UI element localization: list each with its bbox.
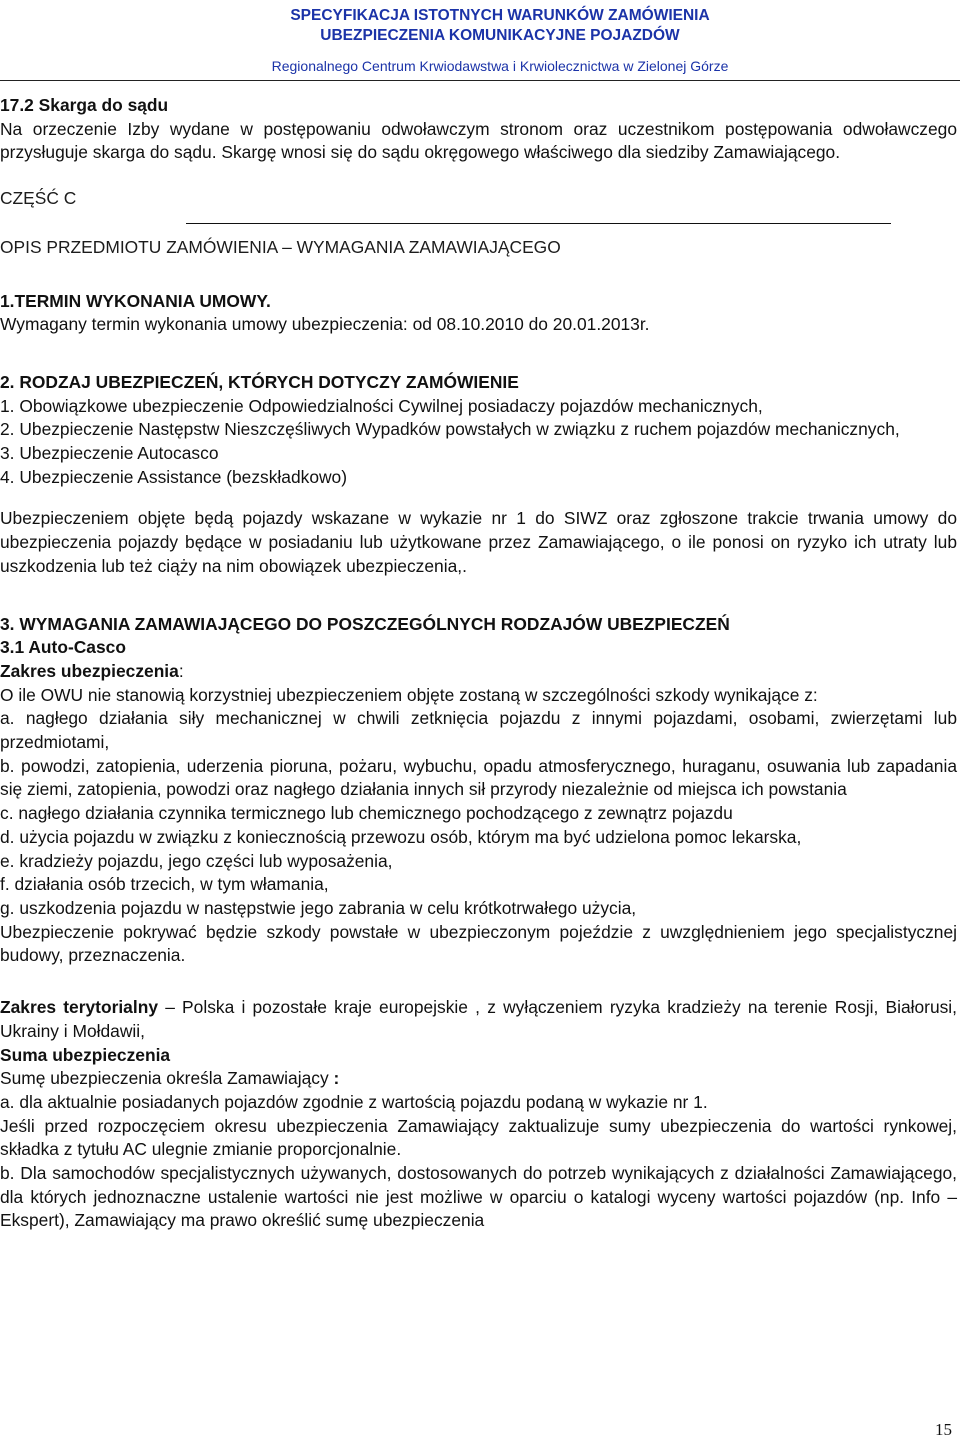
insurance-type-3: 3. Ubezpieczenie Autocasco [0, 443, 219, 464]
header-subtitle: UBEZPIECZENIA KOMUNIKACYJNE POJAZDÓW [320, 27, 680, 44]
territory-label: Zakres terytorialny [0, 997, 158, 1018]
header-rule [0, 80, 960, 81]
section-1-body: Wymagany termin wykonania umowy ubezpieczenia: od 08.10.2010 do 20.01.2013r. [0, 314, 650, 335]
part-c-subtitle: OPIS PRZEDMIOTU ZAMÓWIENIA – WYMAGANIA ZAMAWIAJĄCEGO [0, 236, 561, 257]
section-17-2-title: 17.2 Skarga do sądu [0, 95, 169, 115]
scope-heading [0, 660, 957, 684]
section-3-1-title: 3.1 Auto-Casco [0, 637, 126, 658]
insurance-type-4: 4. Ubezpieczenie Assistance (bezskładkowo) [0, 466, 348, 487]
scope-item-f: f. działania osób trzecich, w tym włamania, [0, 874, 329, 895]
section-3-title: 3. WYMAGANIA ZAMAWIAJĄCEGO DO POSZCZEGÓLNYCH RODZAJÓW UBEZPIECZEŃ [0, 613, 730, 634]
special-vehicle-note: Ubezpieczenie pokrywać będzie szkody powstałe w ubezpieczonym pojeździe z uwzględnieniem jego specjalistycznej budowy, przeznaczenia. [0, 921, 957, 966]
document-body [0, 94, 957, 1233]
header-title: SPECYFIKACJA ISTOTNYCH WARUNKÓW ZAMÓWIENIA [290, 7, 710, 24]
section-1-title: 1.TERMIN WYKONANIA UMOWY. [0, 290, 271, 311]
sum-item-a: a. dla aktualnie posiadanych pojazdów zgodnie z wartością pojazdu podaną w wykazie nr 1. [0, 1091, 708, 1112]
scope-intro: O ile OWU nie stanowią korzystniej ubezpieczeniem objęte zostaną w szczególności szkody wynikające z: [0, 684, 818, 705]
header-institution: Regionalnego Centrum Krwiodawstwa i Krwiolecznictwa w Zielonej Górze [271, 58, 729, 74]
section-2-title: 2. RODZAJ UBEZPIECZEŃ, KTÓRYCH DOTYCZY ZAMÓWIENIE [0, 371, 519, 392]
sum-item-b: b. Dla samochodów specjalistycznych używanych, dostosowanych do potrzeb wynikających z działalności Zamawiającego, dla których jednoznaczne ustalenie wartości nie jest możliwe w oparciu o katalogi wyceny wartości pojazdów (np. Info – Ekspert), Zamawiający ma prawo określić sumę ubezpieczenia [0, 1163, 957, 1231]
section-17-2-body: Na orzeczenie Izby wydane w postępowaniu odwoławczym stronom oraz uczestnikom postępowania odwoławczego przysługuje skarga do sądu. Skargę wnosi się do sądu okręgowego właściwego dla siedziby Zamawiającego. [0, 118, 957, 163]
document-header [180, 6, 820, 76]
scope-item-g: g. uszkodzenia pojazdu w następstwie jego zabrania w celu krótkotrwałego użycia, [0, 897, 637, 918]
scope-item-a: a. nagłego działania siły mechanicznej w chwili zetknięcia pojazdu z innymi pojazdami, osobami, zwierzętami lub przedmiotami, [0, 708, 957, 753]
sum-intro: Sumę ubezpieczenia określa Zamawiający [0, 1068, 329, 1089]
part-c-title: CZĘŚĆ C [0, 188, 77, 209]
scope-label: Zakres ubezpieczenia [0, 660, 179, 681]
scope-item-c: c. nagłego działania czynnika termicznego lub chemicznego pochodzącego z zewnątrz pojazdu [0, 803, 733, 824]
scope-item-d: d. użycia pojazdu w związku z koniecznością przewozu osób, którym ma być udzielona pomoc lekarska, [0, 826, 802, 847]
sum-label: Suma ubezpieczenia [0, 1044, 171, 1065]
sum-item-a-continued: Jeśli przed rozpoczęciem okresu ubezpieczenia Zamawiający zaktualizuje sumy ubezpieczenia do wartości rynkowej, składka z tytułu AC ulegnie zmianie proporcjonalnie. [0, 1115, 957, 1160]
sum-colon: : [328, 1068, 340, 1089]
insurance-type-1: 1. Obowiązkowe ubezpieczenie Odpowiedzialności Cywilnej posiadaczy pojazdów mechanicznych, [0, 395, 763, 416]
scope-item-e: e. kradzieży pojazdu, jego części lub wyposażenia, [0, 850, 393, 871]
scope-colon: : [178, 660, 184, 681]
insurance-type-2: 2. Ubezpieczenie Następstw Nieszczęśliwych Wypadków powstałych w związku z ruchem pojazdów mechanicznych, [0, 419, 900, 440]
section-2-note: Ubezpieczeniem objęte będą pojazdy wskazane w wykazie nr 1 do SIWZ oraz zgłoszone trakcie trwania umowy do ubezpieczenia pojazdy będące w posiadaniu lub użytkowane przez Zamawiającego, o ile ponosi on ryzyko ich utraty lub uszkodzenia lub też ciąży na nim obowiązek ubezpieczenia,. [0, 508, 957, 576]
sum-intro-line [0, 1067, 957, 1091]
scope-item-b: b. powodzi, zatopienia, uderzenia pioruna, pożaru, wybuchu, opadu atmosferycznego, huraganu, osuwania lub zapadania się ziemi, zatopienia, powodzi oraz nagłego działania innych sił przyrody niezależnie od miejsca ich powstania [0, 755, 957, 800]
page-number: 15 [935, 1420, 952, 1439]
territory-paragraph [0, 996, 957, 1043]
territory-text: – Polska i pozostałe kraje europejskie , z wyłączeniem ryzyka kradzieży na terenie Rosji, Białorusi, Ukrainy i Mołdawii, [0, 997, 958, 1041]
part-c-rule [186, 223, 891, 224]
